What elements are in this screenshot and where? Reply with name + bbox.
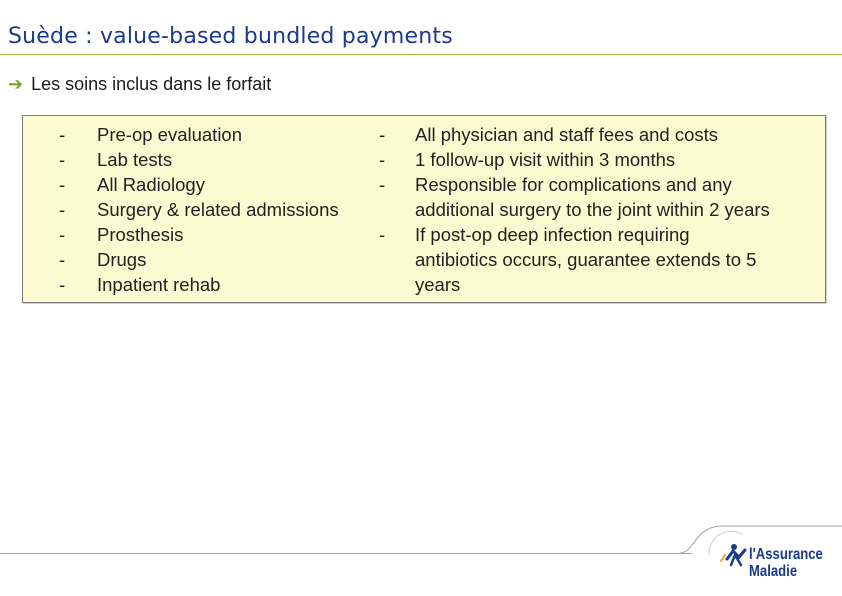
bullet-dash: - [379, 224, 386, 245]
list-item-text: Prosthesis [97, 224, 184, 245]
list-item-text: antibiotics occurs, guarantee extends to 5 [415, 249, 757, 270]
list-item-text: additional surgery to the joint within 2 years [415, 199, 770, 220]
left-list [59, 122, 339, 297]
list-item-text: Responsible for complications and any [415, 174, 732, 195]
bullet-dash: - [59, 249, 66, 270]
list-item-text: All Radiology [97, 174, 205, 195]
logo-line1: l'Assurance [749, 546, 823, 563]
list-item [379, 222, 770, 247]
list-item [59, 272, 339, 297]
footer-divider [0, 553, 692, 554]
list-item [379, 172, 770, 197]
list-item [379, 122, 770, 147]
list-item-text: years [415, 274, 461, 295]
list-item [59, 122, 339, 147]
bullet-dash: - [379, 174, 386, 195]
included-care-box [22, 115, 826, 303]
bullet-dash: - [59, 174, 66, 195]
bullet-dash: - [379, 124, 386, 145]
bullet-dash: - [59, 149, 66, 170]
list-item-text: 1 follow-up visit within 3 months [415, 149, 676, 170]
list-item [59, 172, 339, 197]
logo-wordmark [749, 546, 823, 580]
list-item-text: Inpatient rehab [97, 274, 221, 295]
bullet-dash: - [379, 149, 386, 170]
title-divider [0, 54, 842, 55]
list-item [59, 197, 339, 222]
bullet-dash: - [59, 124, 66, 145]
list-item-text: Drugs [97, 249, 147, 270]
arrow-right-icon: ➔ [8, 74, 24, 94]
subtitle-text: Les soins inclus dans le forfait [31, 74, 272, 94]
slide-title: Suède : value-based bundled payments [8, 24, 453, 49]
list-item-continuation [379, 247, 770, 272]
list-item [59, 147, 339, 172]
list-item-text: If post-op deep infection requiring [415, 224, 690, 245]
bullet-dash: - [59, 274, 66, 295]
list-item-continuation [379, 197, 770, 222]
list-item-continuation [379, 272, 770, 297]
list-item-text: All physician and staff fees and costs [415, 124, 719, 145]
logo-line2: Maladie [749, 563, 798, 580]
list-item-text: Lab tests [97, 149, 173, 170]
bullet-dash: - [59, 199, 66, 220]
right-list [379, 122, 770, 297]
list-item-text: Pre-op evaluation [97, 124, 243, 145]
list-item-text: Surgery & related admissions [97, 199, 339, 220]
list-item [59, 247, 339, 272]
list-item [59, 222, 339, 247]
bullet-dash: - [59, 224, 66, 245]
subtitle [8, 74, 271, 95]
list-item [379, 147, 770, 172]
